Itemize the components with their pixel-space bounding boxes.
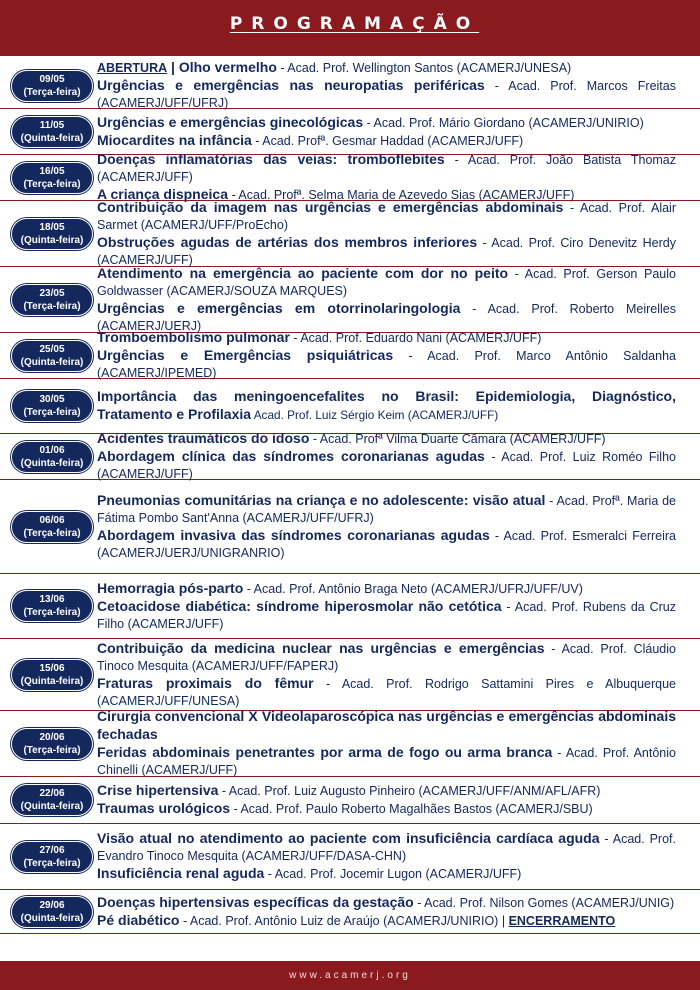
session-date: 13/06 <box>39 594 65 605</box>
talk-title: Abordagem invasiva das síndromes coronarianas agudas <box>97 526 490 543</box>
talk-title: Contribuição da medicina nuclear nas urgências e emergências <box>97 639 545 656</box>
session-date: 11/05 <box>39 119 65 131</box>
talk-title: Cetoacidose diabética: síndrome hiperosmolar não cetótica <box>97 597 502 614</box>
talk-title: Pneumonias comunitárias na criança e no adolescente: visão atual <box>97 491 546 508</box>
date-badge <box>11 511 93 543</box>
talk-item <box>97 132 676 150</box>
talk-title: Feridas abdominais penetrantes por arma de fogo ou arma branca <box>97 744 553 760</box>
talk-title: Contribuição da imagem nas urgências e emergências abdominais <box>97 198 564 215</box>
session-date: 30/05 <box>39 394 65 405</box>
date-badge <box>11 340 93 372</box>
session-date: 18/05 <box>39 221 65 233</box>
talk-item <box>97 59 676 77</box>
session-weekday: (Quinta-feira) <box>20 675 84 687</box>
session-talks <box>97 329 676 380</box>
talk-speaker: - Acad. Prof. João Batista Thomaz (ACAMERJ/UFF) <box>97 153 677 184</box>
talk-item <box>97 77 676 112</box>
talk-speaker: - Acad. Prof. Antônio Braga Neto (ACAMERJ/UFRJ/UFF/UV) <box>243 581 583 596</box>
talk-speaker: Acad. Prof. Luiz Sérgio Keim (ACAMERJ/UFF) <box>251 408 499 422</box>
session-row <box>0 329 700 380</box>
session-talks <box>97 59 676 110</box>
session-row <box>0 151 700 202</box>
opening-label: ABERTURA <box>97 61 168 75</box>
date-badge <box>11 896 93 928</box>
session-talks <box>97 639 676 710</box>
session-weekday: (Terça-feira) <box>23 857 81 869</box>
talk-title: Acidentes traumáticos do idoso <box>97 430 310 446</box>
talk-title: Atendimento na emergência ao paciente com dor no peito <box>97 264 509 281</box>
talk-item <box>97 744 676 779</box>
date-badge <box>11 70 93 102</box>
session-row <box>0 890 700 934</box>
talk-item <box>97 708 676 744</box>
session-weekday: (Terça-feira) <box>23 300 81 312</box>
session-weekday: (Terça-feira) <box>23 527 81 539</box>
talk-item <box>97 388 676 424</box>
talk-title: Hemorragia pós-parto <box>97 579 244 596</box>
session-talks <box>97 151 677 202</box>
talk-speaker: - Acad. Prof. Paulo Roberto Magalhães Bastos (ACAMERJ/SBU) <box>230 802 593 816</box>
session-weekday: (Quinta-feira) <box>20 801 84 812</box>
session-date: 01/06 <box>39 444 65 456</box>
session-weekday: (Quinta-feira) <box>20 356 84 368</box>
talk-speaker: - Acad. Prof. Wellington Santos (ACAMERJ/UNESA) <box>276 61 572 75</box>
talk-title: Urgências e emergências nas neuropatias periféricas <box>97 77 485 93</box>
talk-speaker: - Acad. Profª. Maria de Fátima Pombo Sant'Anna (ACAMERJ/UFF/UFRJ) <box>97 493 676 525</box>
date-badge <box>11 284 93 316</box>
session-row <box>0 574 700 639</box>
date-badge <box>11 590 93 622</box>
talk-title: Fraturas proximais do fêmur <box>97 674 314 691</box>
session-date: 23/05 <box>39 287 65 299</box>
session-talks <box>97 430 676 481</box>
session-date: 20/06 <box>39 731 65 743</box>
talk-item <box>97 492 676 527</box>
talk-speaker: - Acad. Prof. Cláudio Tinoco Mesquita (ACAMERJ/UFF/FAPERJ) <box>97 641 676 673</box>
date-badge <box>11 441 93 473</box>
talk-speaker: - Acad. Prof. Mário Giordano (ACAMERJ/UNIRIO) <box>363 115 644 130</box>
talk-speaker: - Acad. Profª. Gesmar Haddad (ACAMERJ/UFF) <box>251 133 524 148</box>
talk-title: Miocardites na infância <box>97 131 252 148</box>
session-date: 16/05 <box>39 165 65 177</box>
session-row <box>0 198 700 267</box>
talk-speaker: - Acad. Prof. Luiz Roméo Filho (ACAMERJ/UFF) <box>97 450 676 481</box>
talk-title: Cirurgia convencional X Videolaparoscópica nas urgências e emergências abdominais fechadas <box>97 708 676 742</box>
session-weekday: (Terça-feira) <box>23 407 81 418</box>
session-date: 09/05 <box>39 73 65 85</box>
talk-item <box>97 347 676 382</box>
date-badge <box>11 784 93 816</box>
session-date: 22/06 <box>39 788 65 799</box>
date-badge <box>11 162 93 194</box>
talk-item <box>97 448 676 483</box>
separator: | <box>167 59 179 75</box>
talk-title: Olho vermelho <box>178 59 277 75</box>
talk-title: A criança dispneica <box>97 186 228 202</box>
schedule-list <box>0 59 700 934</box>
session-row <box>0 430 700 481</box>
talk-title: Urgências e Emergências psiquiátricas <box>97 347 394 363</box>
talk-title: Traumas urológicos <box>97 800 231 816</box>
date-badge <box>11 116 93 148</box>
session-weekday: (Quinta-feira) <box>20 912 84 924</box>
talk-title: Obstruções agudas de artérias dos membros inferiores <box>97 233 478 250</box>
talk-speaker: - Acad. Prof. Ciro Denevitz Herdy (ACAMERJ/UFF) <box>97 235 676 267</box>
session-row <box>0 708 700 777</box>
session-talks <box>97 824 676 889</box>
talk-speaker: - Acad. Prof. Marco Antônio Saldanha (ACAMERJ/IPEMED) <box>97 349 676 380</box>
session-talks <box>97 379 676 433</box>
talk-speaker: - Acad. Prof. Nilson Gomes (ACAMERJ/UNIG) <box>413 895 675 910</box>
session-weekday: (Quinta-feira) <box>20 132 84 144</box>
header-bar <box>0 0 700 56</box>
session-date: 06/06 <box>39 514 65 526</box>
session-weekday: (Terça-feira) <box>23 86 81 98</box>
talk-speaker: - Acad. Prof. Antônio Chinelli (ACAMERJ/UFF) <box>97 746 676 777</box>
session-talks <box>97 264 676 333</box>
date-badge <box>11 841 93 873</box>
talk-item <box>97 675 676 710</box>
session-talks <box>97 574 676 638</box>
talk-title: Urgências e emergências ginecológicas <box>97 113 364 130</box>
session-row <box>0 480 700 574</box>
talk-item <box>97 580 676 598</box>
session-row <box>0 777 700 824</box>
talk-title: Importância das meningoencefalites no Brasil: Epidemiologia, Diagnóstico, Tratamento e Profilaxia <box>97 388 676 422</box>
date-badge <box>11 659 93 691</box>
talk-speaker: - Acad. Prof. Esmeralci Ferreira (ACAMERJ/UERJ/UNIGRANRIO) <box>97 528 676 560</box>
talk-title: Doenças inflamatórias das veias: tromboflebites <box>97 151 445 167</box>
date-badge <box>11 728 93 760</box>
session-row <box>0 109 700 155</box>
talk-item <box>97 151 676 186</box>
session-weekday: (Quinta-feira) <box>20 457 84 469</box>
talk-item <box>97 329 676 347</box>
talk-item <box>97 912 676 930</box>
session-row <box>0 824 700 890</box>
session-talks <box>97 480 676 573</box>
talk-item <box>97 114 676 132</box>
date-badge <box>11 390 93 422</box>
session-date: 27/06 <box>39 844 65 856</box>
talk-speaker: - Acad. Prof. Alair Sarmet (ACAMERJ/UFF/ProEcho) <box>97 200 676 232</box>
talk-speaker: - Acad. Prof. Rodrigo Sattamini Pires e Albuquerque (ACAMERJ/UFF/UNESA) <box>97 676 677 708</box>
session-row <box>0 379 700 434</box>
session-weekday: (Terça-feira) <box>23 607 81 618</box>
talk-item <box>97 430 676 448</box>
session-row <box>0 264 700 333</box>
page-title: PROGRAMAÇÃO <box>229 14 480 34</box>
talk-speaker: - Acad. Prof. Evandro Tinoco Mesquita (ACAMERJ/UFF/DASA-CHN) <box>97 832 676 863</box>
session-date: 25/05 <box>39 343 65 355</box>
talk-speaker: - Acad. Prof. Gerson Paulo Goldwasser (ACAMERJ/SOUZA MARQUES) <box>97 266 676 298</box>
talk-item <box>97 640 676 675</box>
session-row <box>0 59 700 110</box>
talk-item <box>97 894 676 912</box>
talk-title: Tromboembolismo pulmonar <box>97 329 290 345</box>
talk-speaker: - Acad. Prof. Rubens da Cruz Filho (ACAMERJ/UFF) <box>97 599 676 631</box>
session-weekday: (Terça-feira) <box>23 744 81 756</box>
talk-title: Abordagem clínica das síndromes coronarianas agudas <box>97 448 485 464</box>
talk-item <box>97 598 676 633</box>
date-badge <box>11 218 93 250</box>
talk-speaker: - Acad. Profª. Selma Maria de Azevedo Sias (ACAMERJ/UFF) <box>227 188 575 202</box>
talk-title: Doenças hipertensivas específicas da gestação <box>97 893 414 910</box>
talk-title: Visão atual no atendimento ao paciente com insuficiência cardíaca aguda <box>97 830 600 846</box>
talk-speaker: - Acad. Prof. Eduardo Nani (ACAMERJ/UFF) <box>289 331 542 345</box>
talk-item <box>97 782 676 800</box>
session-weekday: (Terça-feira) <box>23 178 81 190</box>
session-talks <box>97 198 676 267</box>
session-date: 15/06 <box>39 662 65 674</box>
session-talks <box>97 777 676 823</box>
footer-bar <box>0 961 700 990</box>
talk-item <box>97 234 676 269</box>
footer-url: www.acamerj.org <box>289 970 411 981</box>
separator: | <box>498 913 509 928</box>
talk-speaker: - Acad. Prof. Jocemir Lugon (ACAMERJ/UFF) <box>264 867 522 881</box>
talk-item <box>97 865 676 883</box>
session-talks <box>97 708 676 777</box>
talk-item <box>97 800 676 818</box>
talk-item <box>97 830 676 865</box>
talk-speaker: - Acad. Prof. Luiz Augusto Pinheiro (ACAMERJ/UFF/ANM/AFL/AFR) <box>218 784 601 798</box>
talk-item <box>97 199 676 234</box>
talk-title: Pé diabético <box>97 911 180 928</box>
session-weekday: (Quinta-feira) <box>20 234 84 246</box>
talk-title: Insuficiência renal aguda <box>97 865 265 881</box>
talk-speaker: - Acad. Prof. Antônio Luiz de Araújo (ACAMERJ/UNIRIO) <box>179 913 499 928</box>
session-row <box>0 639 700 711</box>
talk-speaker: - Acad. Prof. Marcos Freitas (ACAMERJ/UFF/UFRJ) <box>97 79 676 110</box>
talk-speaker: - Acad. Profª Vilma Duarte Câmara (ACAMERJ/UFF) <box>309 432 606 446</box>
session-talks <box>97 890 676 933</box>
talk-item <box>97 265 676 300</box>
talk-title: Urgências e emergências em otorrinolaringologia <box>97 299 461 316</box>
session-date: 29/06 <box>39 899 65 911</box>
closing-label: ENCERRAMENTO <box>508 913 616 928</box>
talk-title: Crise hipertensiva <box>97 782 219 798</box>
session-talks <box>97 109 676 154</box>
talk-speaker: - Acad. Prof. Roberto Meirelles (ACAMERJ/UERJ) <box>97 301 676 333</box>
talk-item <box>97 527 676 562</box>
